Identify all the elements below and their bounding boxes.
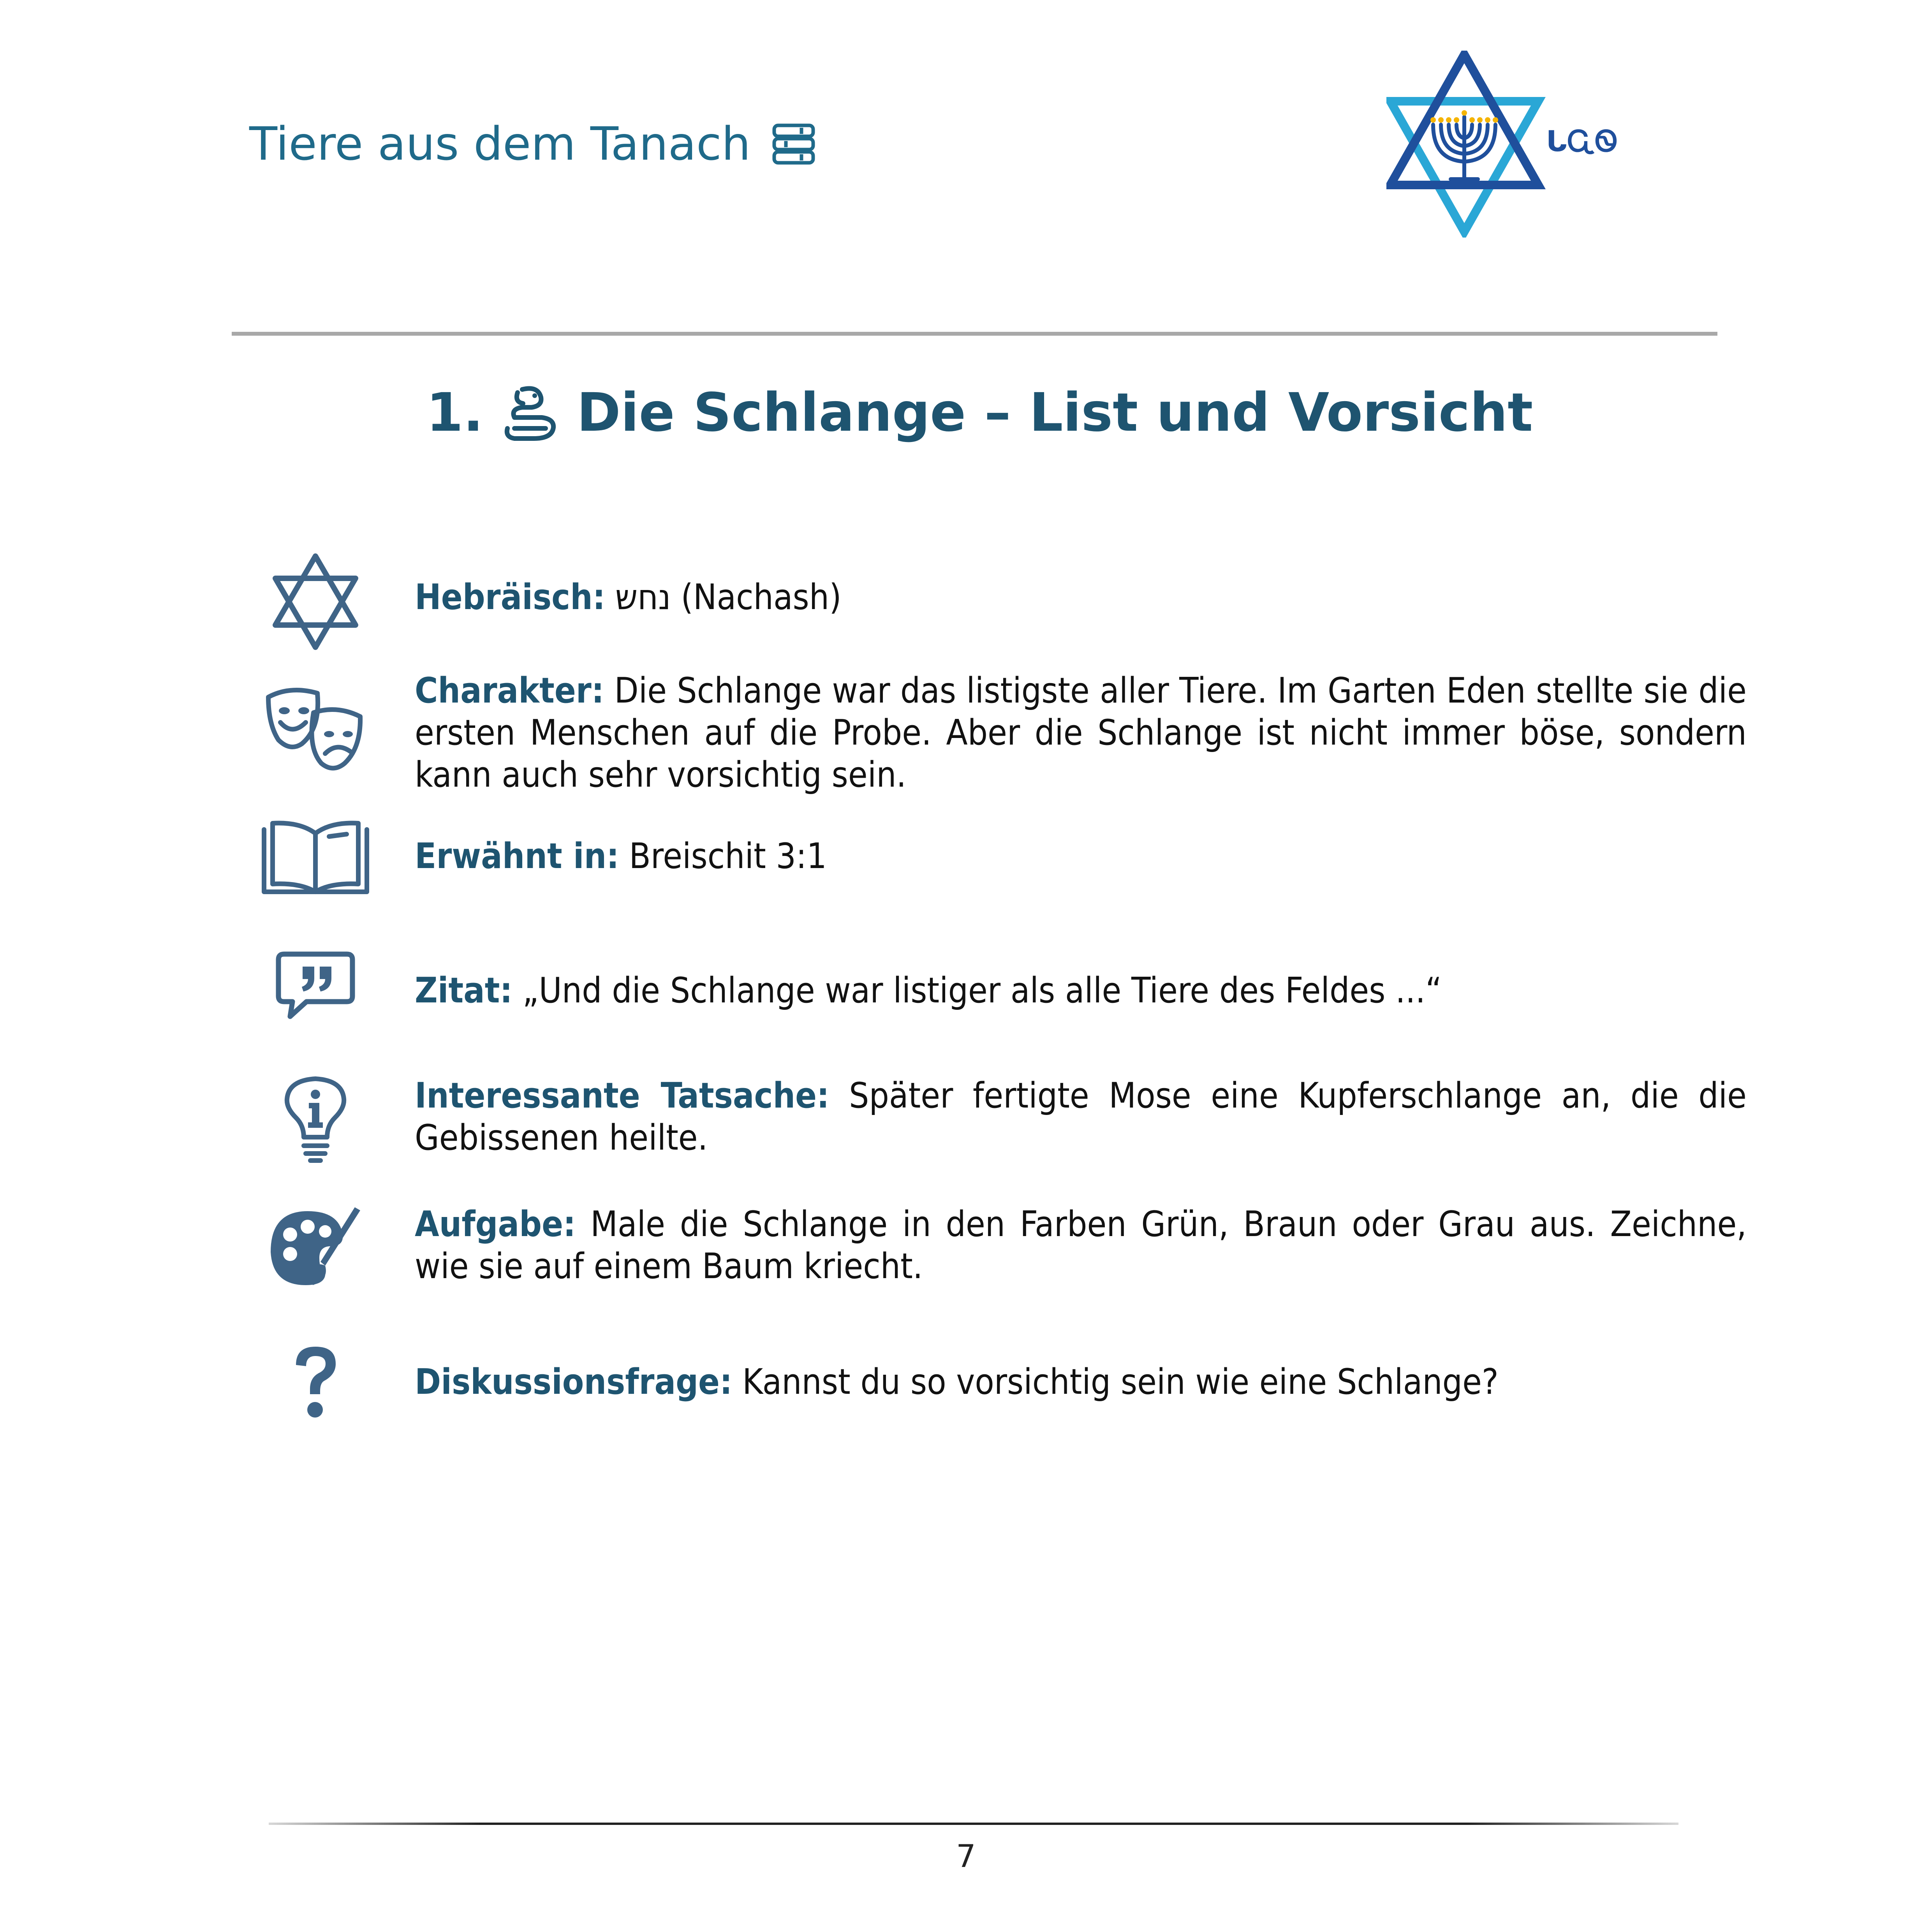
character-value: Die Schlange war das listigste aller Tiere. Im Garten Eden stellte sie die ersten Menschen auf die Probe. Aber die Schlange ist nicht immer böse, sondern kann auch sehr vorsichtig sein. xyxy=(415,670,1747,795)
logo xyxy=(1386,51,1636,239)
section-number: 1. xyxy=(426,382,484,444)
quote-value: „Und die Schlange war listiger als alle Tiere des Feldes ...“ xyxy=(512,970,1442,1011)
open-book-icon xyxy=(261,818,370,896)
hebrew-value: נחש (Nachash) xyxy=(605,577,842,618)
footer-divider xyxy=(269,1823,1678,1825)
info-bulb-icon xyxy=(282,1075,349,1164)
character-label: Charakter: xyxy=(415,670,604,711)
task-value: Male die Schlange in den Farben Grün, Braun oder Grau aus. Zeichne, wie sie auf einem Baum kriecht. xyxy=(415,1204,1747,1287)
page-number: 7 xyxy=(956,1838,976,1874)
running-header-title: Tiere aus dem Tanach xyxy=(249,117,751,171)
question-mark-icon xyxy=(288,1344,343,1421)
running-header xyxy=(249,117,817,171)
mentioned-label: Erwähnt in: xyxy=(415,836,619,877)
fact-label: Interessante Tatsache: xyxy=(415,1075,830,1116)
theater-masks-icon xyxy=(263,685,368,775)
discussion-label: Diskussionsfrage: xyxy=(415,1361,733,1402)
section-title-text: Die Schlange – List und Vorsicht xyxy=(577,382,1533,444)
quote-label: Zitat: xyxy=(415,970,512,1011)
books-icon xyxy=(770,122,817,165)
task-label: Aufgabe: xyxy=(415,1204,576,1245)
quote-bubble-icon xyxy=(275,950,356,1020)
star-of-david-icon xyxy=(271,553,360,650)
discussion-value: Kannst du so vorsichtig sein wie eine Schlange? xyxy=(732,1361,1499,1402)
palette-icon xyxy=(267,1207,364,1289)
section-heading xyxy=(0,382,1932,444)
snake-icon xyxy=(499,382,561,444)
logo-text: ᒐᏩᏫ xyxy=(1546,125,1618,158)
header-divider xyxy=(232,332,1717,336)
mentioned-value: Breischit 3:1 xyxy=(619,836,827,877)
hebrew-label: Hebräisch: xyxy=(415,577,606,618)
fact-value: Später fertigte Mose eine Kupferschlange an, die die Gebissenen heilte. xyxy=(415,1075,1747,1158)
